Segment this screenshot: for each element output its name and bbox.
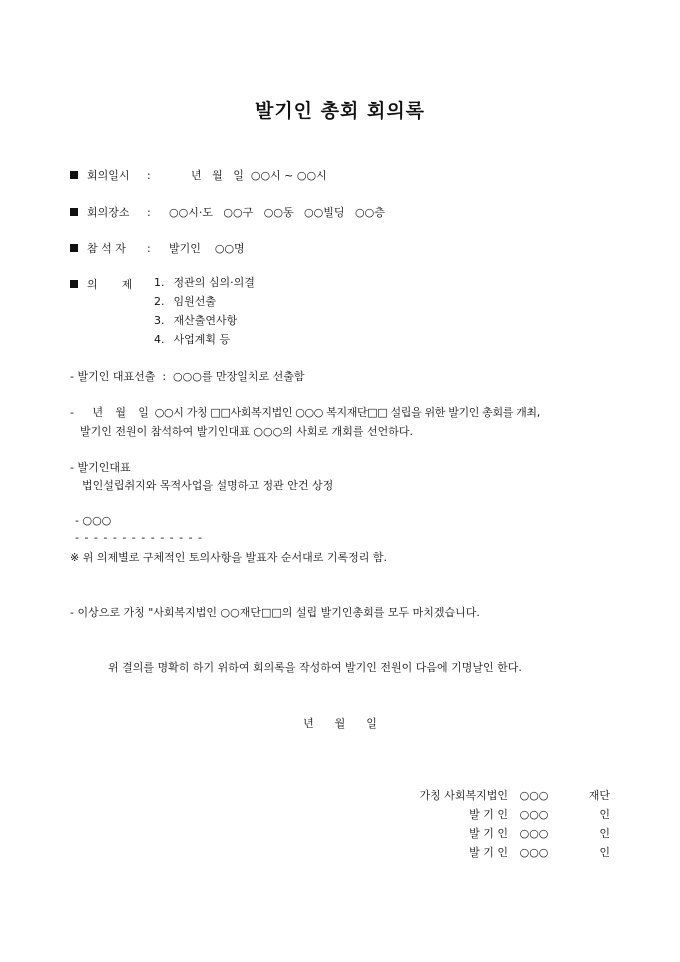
- meeting-place-row: [70, 204, 385, 220]
- meeting-place-colon: :: [147, 206, 151, 219]
- attendees-row: [70, 240, 245, 256]
- rep-detail: 법인설립취지와 목적사업을 설명하고 정관 안건 상정: [82, 479, 334, 492]
- signature-row: 발 기 인 ○○○ 인: [469, 827, 610, 840]
- square-bullet-icon: [70, 280, 78, 288]
- attendees-colon: :: [147, 242, 151, 255]
- meeting-place-label: 회의장소: [87, 206, 130, 219]
- agenda-row: [70, 276, 132, 292]
- square-bullet-icon: [70, 171, 78, 179]
- rep-heading: - 발기인대표: [70, 461, 131, 474]
- note-line: ※ 위 의제별로 구체적인 토의사항을 발표자 순서대로 기록정리 함.: [70, 551, 387, 564]
- agenda-item: 3. 재산출연사항: [154, 314, 238, 327]
- square-bullet-icon: [70, 244, 78, 252]
- meeting-date-row: [70, 167, 327, 183]
- agenda-item: 4. 사업계획 등: [154, 333, 231, 346]
- opening-line-2: 발기인 전원이 참석하여 발기인대표 ○○○의 사회로 개회를 선언하다.: [80, 425, 414, 438]
- agenda-item: 2. 임원선출: [154, 295, 217, 308]
- meeting-date-colon: :: [147, 169, 151, 182]
- dash-separator: - - - - - - - - - - - - - -: [75, 531, 204, 544]
- opening-line-1: - 년 월 일 ○○시 가칭 □□사회복지법인 ○○○ 복지재단□□ 설립을 위한 발기인 총회를 개최,: [70, 406, 540, 419]
- square-bullet-icon: [70, 208, 78, 216]
- date-line: 년 월 일: [303, 717, 377, 730]
- document-title: 발기인 총회 회의록: [254, 100, 426, 122]
- meeting-date-value: 년 월 일 ○○시 ~ ○○시: [191, 169, 327, 182]
- signature-row: 발 기 인 ○○○ 인: [469, 846, 610, 859]
- agenda-label-right: 제: [121, 278, 133, 291]
- agenda-label-left: 의: [87, 278, 98, 291]
- agenda-item: 1. 정관의 심의·의결: [154, 276, 255, 289]
- signature-block: [419, 786, 610, 862]
- meeting-place-value: ○○시·도 ○○구 ○○동 ○○빌딩 ○○층: [169, 206, 385, 219]
- closing-line: - 이상으로 가칭 "사회복지법인 ○○재단□□의 설립 발기인총회를 모두 마치겠습니다.: [70, 606, 480, 619]
- rep-election-line: - 발기인 대표선출 : ○○○를 만장일치로 선출함: [70, 370, 305, 383]
- speaker-line: - ○○○: [75, 514, 112, 527]
- attendees-value: 발기인 ○○명: [169, 242, 245, 255]
- meeting-date-label: 회의일시: [87, 169, 130, 182]
- signature-row: 발 기 인 ○○○ 인: [469, 808, 610, 821]
- agenda-list: [154, 273, 255, 349]
- resolution-line: 위 결의를 명확히 하기 위하여 회의록을 작성하여 발기인 전원이 다음에 기명날인 한다.: [108, 661, 522, 674]
- signature-row: 가칭 사회복지법인 ○○○ 재단: [419, 789, 610, 802]
- attendees-label: 참 석 자: [87, 242, 126, 255]
